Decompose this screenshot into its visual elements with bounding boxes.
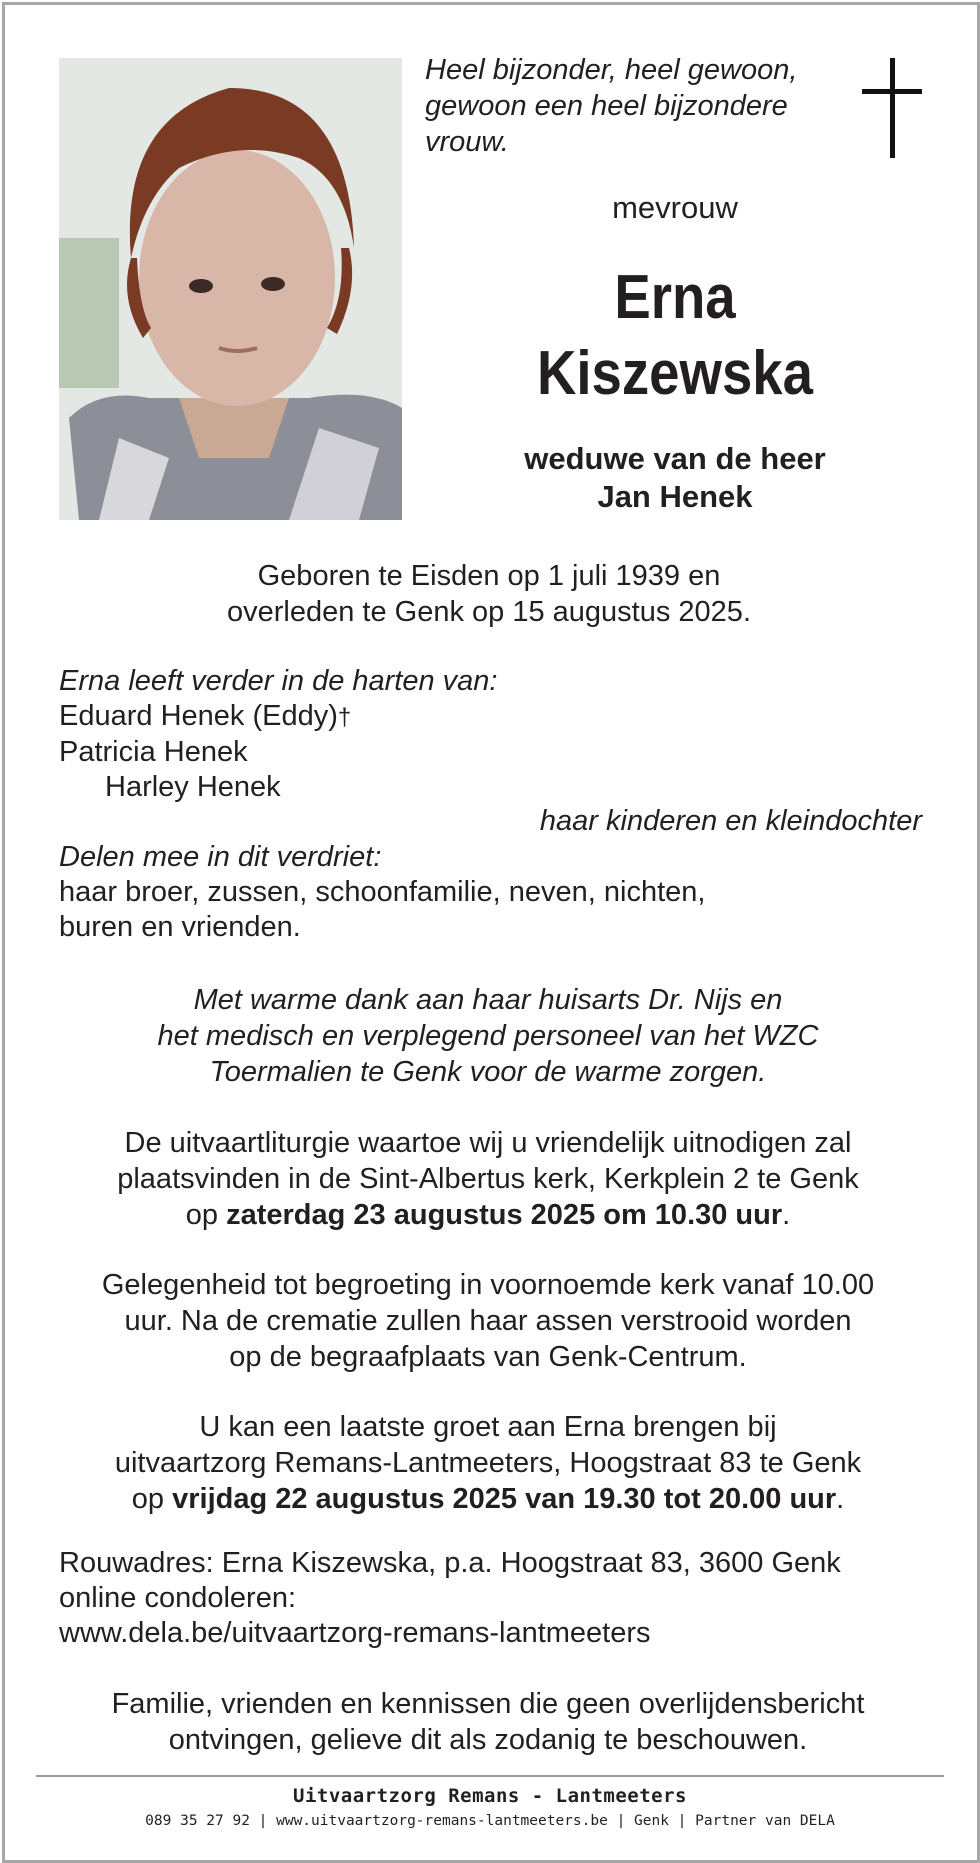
birth-death-info [59,558,919,630]
mourning-address: Rouwadres: Erna Kiszewska, p.a. Hoogstraat 83, 3600 Genk [59,1547,841,1579]
family-relation: haar kinderen en kleindochter [539,805,922,837]
farewell-line: uitvaartzorg Remans-Lantmeeters, Hoogstraat 83 te Genk [114,1447,862,1479]
share-line: haar broer, zussen, schoonfamilie, neven, nichten, [59,876,706,908]
greeting-line: Gelegenheid tot begroeting in voornoemde kerk vanaf 10.00 [101,1269,875,1301]
condolence-link[interactable]: www.dela.be/uitvaartzorg-remans-lantmeeters [59,1617,651,1649]
greeting-line: op de begraafplaats van Genk-Centrum. [229,1341,747,1373]
share-block [59,840,705,945]
first-name: Erna [614,263,736,332]
quote-line: vrouw. [425,126,509,158]
address-block [59,1546,841,1651]
closing-block [30,1686,946,1758]
family-member: Eduard Henek (Eddy)† [59,700,352,732]
share-line: buren en vrienden. [59,911,301,943]
closing-line: Familie, vrienden en kennissen die geen overlijdensbericht [111,1688,865,1720]
family-member: Harley Henek [105,771,281,803]
farewell-date-line: op vrijdag 22 augustus 2025 van 19.30 tot 20.00 uur. [131,1483,845,1515]
funeral-home-contact: 089 35 27 92 | www.uitvaartzorg-remans-lantmeeters.be | Genk | Partner van DELA [145,1813,835,1829]
birth-line: Geboren te Eisden op 1 juli 1939 en [257,560,721,592]
quote-line: gewoon een heel bijzondere [425,90,788,122]
greeting-line: uur. Na de crematie zullen haar assen verstrooid worden [124,1305,852,1337]
funeral-home-name: Uitvaartzorg Remans - Lantmeeters [293,1785,687,1807]
deceased-name [455,260,895,412]
farewell-block [30,1409,946,1517]
thanks-block [30,982,946,1090]
family-member: Patricia Henek [59,736,248,768]
share-intro: Delen mee in dit verdriet: [59,841,382,873]
widow-line: weduwe van de heer [524,441,826,476]
service-date: zaterdag 23 augustus 2025 om 10.30 uur [226,1199,783,1231]
last-name: Kiszewska [536,339,813,408]
honorific-title: mevrouw [612,190,738,225]
cross-icon [862,58,922,158]
greeting-block [30,1267,946,1375]
portrait-photo [59,58,402,520]
opening-quote [425,52,855,160]
family-intro: Erna leeft verder in de harten van: [59,665,498,697]
thanks-line: Met warme dank aan haar huisarts Dr. Nijs en [193,984,783,1016]
service-line: De uitvaartliturgie waartoe wij u vriendelijk uitnodigen zal [124,1127,852,1159]
family-block [59,664,497,805]
spouse-name: Jan Henek [597,479,753,514]
thanks-line: het medisch en verplegend personeel van het WZC [157,1020,819,1052]
thanks-line: Toermalien te Genk voor de warme zorgen. [209,1056,767,1088]
condolence-label: online condoleren: [59,1582,297,1614]
service-date-line: op zaterdag 23 augustus 2025 om 10.30 uur. [185,1199,791,1231]
widow-of [425,440,925,516]
quote-line: Heel bijzonder, heel gewoon, [425,54,798,86]
farewell-line: U kan een laatste groet aan Erna brengen bij [199,1411,777,1443]
farewell-date: vrijdag 22 augustus 2025 van 19.30 tot 20.00 uur [172,1483,837,1515]
service-line: plaatsvinden in de Sint-Albertus kerk, Kerkplein 2 te Genk [117,1163,859,1195]
deceased-mark-icon: † [337,704,352,731]
death-line: overleden te Genk op 15 augustus 2025. [227,596,751,628]
portrait-illustration [59,58,402,520]
service-block [30,1125,946,1233]
closing-line: ontvingen, gelieve dit als zodanig te beschouwen. [168,1724,808,1756]
footer-divider [36,1775,944,1777]
